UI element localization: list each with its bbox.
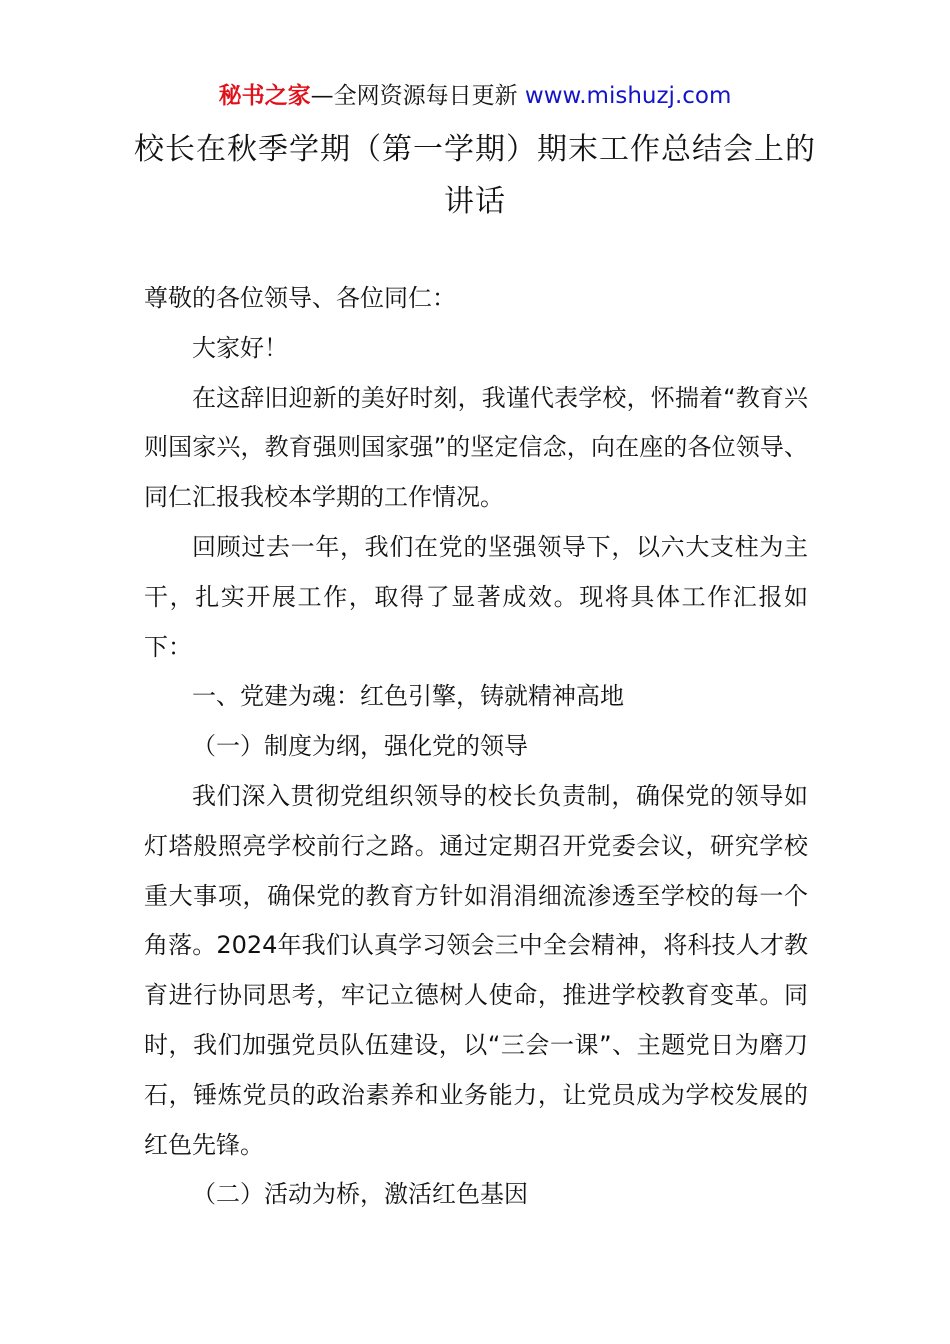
subsection-heading-1: （一）制度为纲，强化党的领导 xyxy=(192,732,528,761)
document-title: 校长在秋季学期（第一学期）期末工作总结会上的讲话 xyxy=(134,132,816,219)
paragraph-review: 回顾过去一年，我们在党的坚强领导下，以六大支柱为主干，扎实开展工作，取得了显著成效。现将具体工作汇报如下： xyxy=(144,532,808,661)
salutation: 尊敬的各位领导、各位同仁： xyxy=(144,284,456,312)
paragraph-subsection-1: 我们深入贯彻党组织领导的校长负责制，确保党的领导如灯塔般照亮学校前行之路。通过定期召开党委会议，研究学校重大事项，确保党的教育方针如涓涓细流渗透至学校的每一个角落。2024年我们认真学习领会三中全会精神，将科技人才教育进行协同思考，牢记立德树人使命，推进学校教育变革。同时，我们加强党员队伍建设，以“三会一课”、主题党日为磨刀石，锤炼党员的政治素养和业务能力，让党员成为学校发展的红色先锋。 xyxy=(144,781,808,1159)
site-url-link[interactable]: www.mishuzj.com xyxy=(524,83,732,109)
section-heading-1: 一、党建为魂：红色引擎，铸就精神高地 xyxy=(192,682,624,711)
subsection-heading-2: （二）活动为桥，激活红色基因 xyxy=(192,1180,528,1209)
paragraph-intro: 在这辞旧迎新的美好时刻，我谨代表学校，怀揣着“教育兴则国家兴，教育强则国家强”的坚定信念，向在座的各位领导、同仁汇报我校本学期的工作情况。 xyxy=(144,383,808,512)
brand-name: 秘书之家 xyxy=(218,83,311,109)
site-header xyxy=(0,80,950,112)
greeting: 大家好！ xyxy=(192,333,288,362)
document-body xyxy=(144,274,808,1220)
header-tagline: —全网资源每日更新 xyxy=(310,83,518,109)
